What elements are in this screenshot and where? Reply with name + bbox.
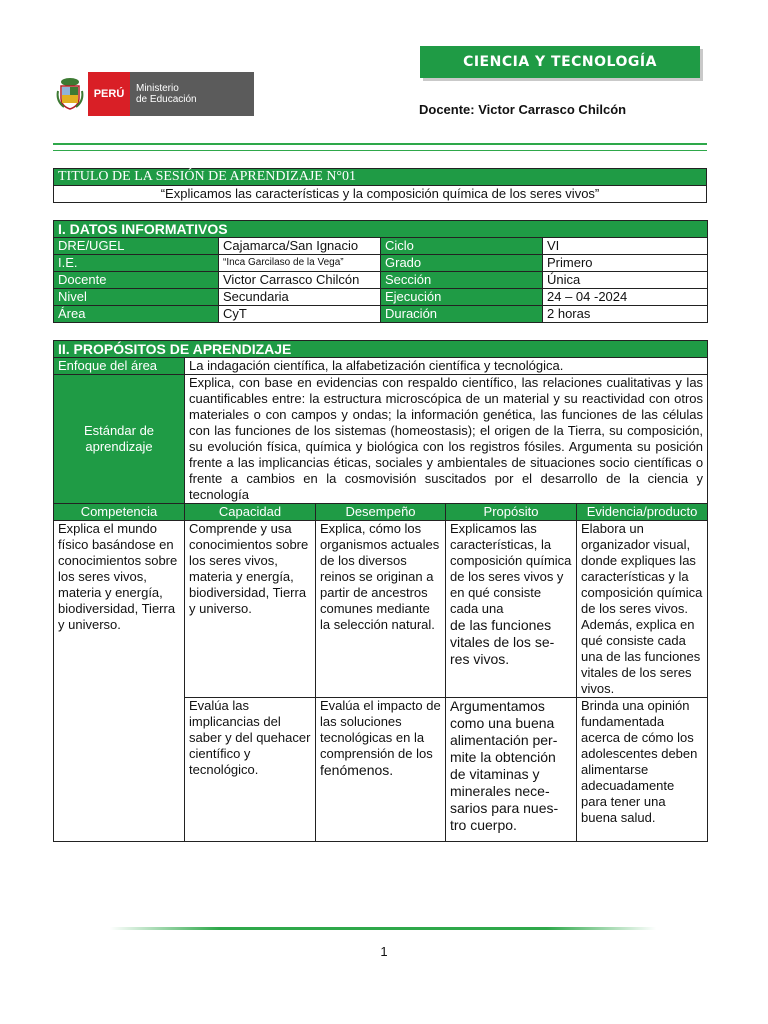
session-title-table (53, 168, 707, 203)
datos-value: VI (543, 238, 708, 255)
desempeno-text-b: fenómenos. (320, 762, 394, 778)
datos-row (54, 306, 708, 323)
estandar-text: Explica, con base en evidencias con respaldo científico, las relaciones cualitativas y las cuantificables entre: la estructura microscópica de un material y su reactividad con otros materiales o con campos y ondas; la información genética, las funciones de las células con las funciones de los sistemas (homeostasis); el origen de la Tierra, su composición, su evolución física, química y biológica con los registros fósiles. Argumenta su posición frente a las implicancias éticas, sociales y ambientales de situaciones socio científicas o frente a cambios en la cosmovisión suscitados por el desarrollo de la ciencia y tecnología (185, 375, 708, 504)
datos-label: Duración (381, 306, 543, 323)
column-headers (54, 504, 708, 521)
column-header-capacidad: Capacidad (185, 504, 316, 521)
estandar-label: Estándar de aprendizaje (54, 375, 185, 504)
ministry-line-1: Ministerio (136, 83, 179, 94)
evidencia-cell: Brinda una opinión fundamentada acerca de cómo los adolescentes deben alimentarse adecuadamente para tener una buena salud. (577, 698, 708, 842)
datos-label: Ejecución (381, 289, 543, 306)
proposito-text-b: de las funciones vitales de los se-res vivos. (450, 617, 555, 667)
datos-heading: I. DATOS INFORMATIVOS (54, 221, 708, 238)
header-divider-bottom (53, 150, 707, 151)
enfoque-label: Enfoque del área (54, 358, 185, 375)
datos-row (54, 255, 708, 272)
coat-of-arms-icon (52, 72, 88, 116)
datos-label: Área (54, 306, 219, 323)
datos-label: DRE/UGEL (54, 238, 219, 255)
ministry-logo (52, 72, 254, 116)
session-title-label: TITULO DE LA SESIÓN DE APRENDIZAJE N°01 (54, 169, 707, 186)
column-header-desempeno: Desempeño (316, 504, 446, 521)
datos-value: Secundaria (219, 289, 381, 306)
datos-row (54, 289, 708, 306)
capacidad-cell: Comprende y usa conocimientos sobre los seres vivos, materia y energía, biodiversidad, Tierra y universo. (185, 521, 316, 698)
desempeno-text-a: Evalúa el impacto de las soluciones tecnológicas en la comprensión de los (320, 698, 441, 761)
page-number: 1 (380, 944, 388, 959)
propositos-heading: II. PROPÓSITOS DE APRENDIZAJE (54, 341, 708, 358)
datos-value: Victor Carrasco Chilcón (219, 272, 381, 289)
datos-label: Sección (381, 272, 543, 289)
desempeno-cell: Explica, cómo los organismos actuales de los diversos reinos se originan a partir de ancestros comunes mediante la selección natural. (316, 521, 446, 698)
datos-label: Nivel (54, 289, 219, 306)
teacher-header: Docente: Victor Carrasco Chilcón (419, 102, 627, 117)
peru-label: PERÚ (88, 72, 130, 116)
datos-label: Docente (54, 272, 219, 289)
competencia-cell: Explica el mundo físico basándose en conocimientos sobre los seres vivos, materia y energía, biodiversidad, Tierra y universo. (54, 521, 185, 842)
table-row (54, 521, 708, 698)
column-header-competencia: Competencia (54, 504, 185, 521)
capacidad-cell: Evalúa las implicancias del saber y del quehacer científico y tecnológico. (185, 698, 316, 842)
datos-row (54, 272, 708, 289)
datos-informativos-table (53, 220, 708, 323)
proposito-cell: Argumentamos como una buena alimentación per-mite la obtención de vitaminas y minerales nece-sarios para nues-tro cuerpo. (446, 698, 577, 842)
session-title-text: “Explicamos las características y la composición química de los seres vivos” (54, 186, 707, 203)
subject-banner: CIENCIA Y TECNOLOGÍA (420, 46, 700, 78)
ministry-name (130, 72, 254, 116)
datos-value: CyT (219, 306, 381, 323)
datos-value: Primero (543, 255, 708, 272)
datos-row (54, 238, 708, 255)
desempeno-cell (316, 698, 446, 842)
column-header-proposito: Propósito (446, 504, 577, 521)
proposito-cell (446, 521, 577, 698)
datos-label: Ciclo (381, 238, 543, 255)
proposito-text-a: Explicamos las características, la composición química de los seres vivos y en qué consiste cada una (450, 521, 572, 616)
evidencia-cell: Elabora un organizador visual, donde expliques las características y la composición química de los seres vivos. Además, explica en qué consiste cada una de las funciones vitales de los seres vivos. (577, 521, 708, 698)
propositos-table (53, 340, 708, 842)
datos-value: 24 – 04 -2024 (543, 289, 708, 306)
header-divider-top (53, 143, 707, 145)
footer-divider (110, 927, 656, 930)
datos-value: Cajamarca/San Ignacio (219, 238, 381, 255)
datos-label: I.E. (54, 255, 219, 272)
datos-value: 2 horas (543, 306, 708, 323)
column-header-evidencia: Evidencia/producto (577, 504, 708, 521)
datos-value: Única (543, 272, 708, 289)
ministry-line-2: de Educación (136, 94, 197, 105)
datos-value: “Inca Garcilaso de la Vega” (219, 255, 381, 272)
datos-label: Grado (381, 255, 543, 272)
enfoque-text: La indagación científica, la alfabetización científica y tecnológica. (185, 358, 708, 375)
